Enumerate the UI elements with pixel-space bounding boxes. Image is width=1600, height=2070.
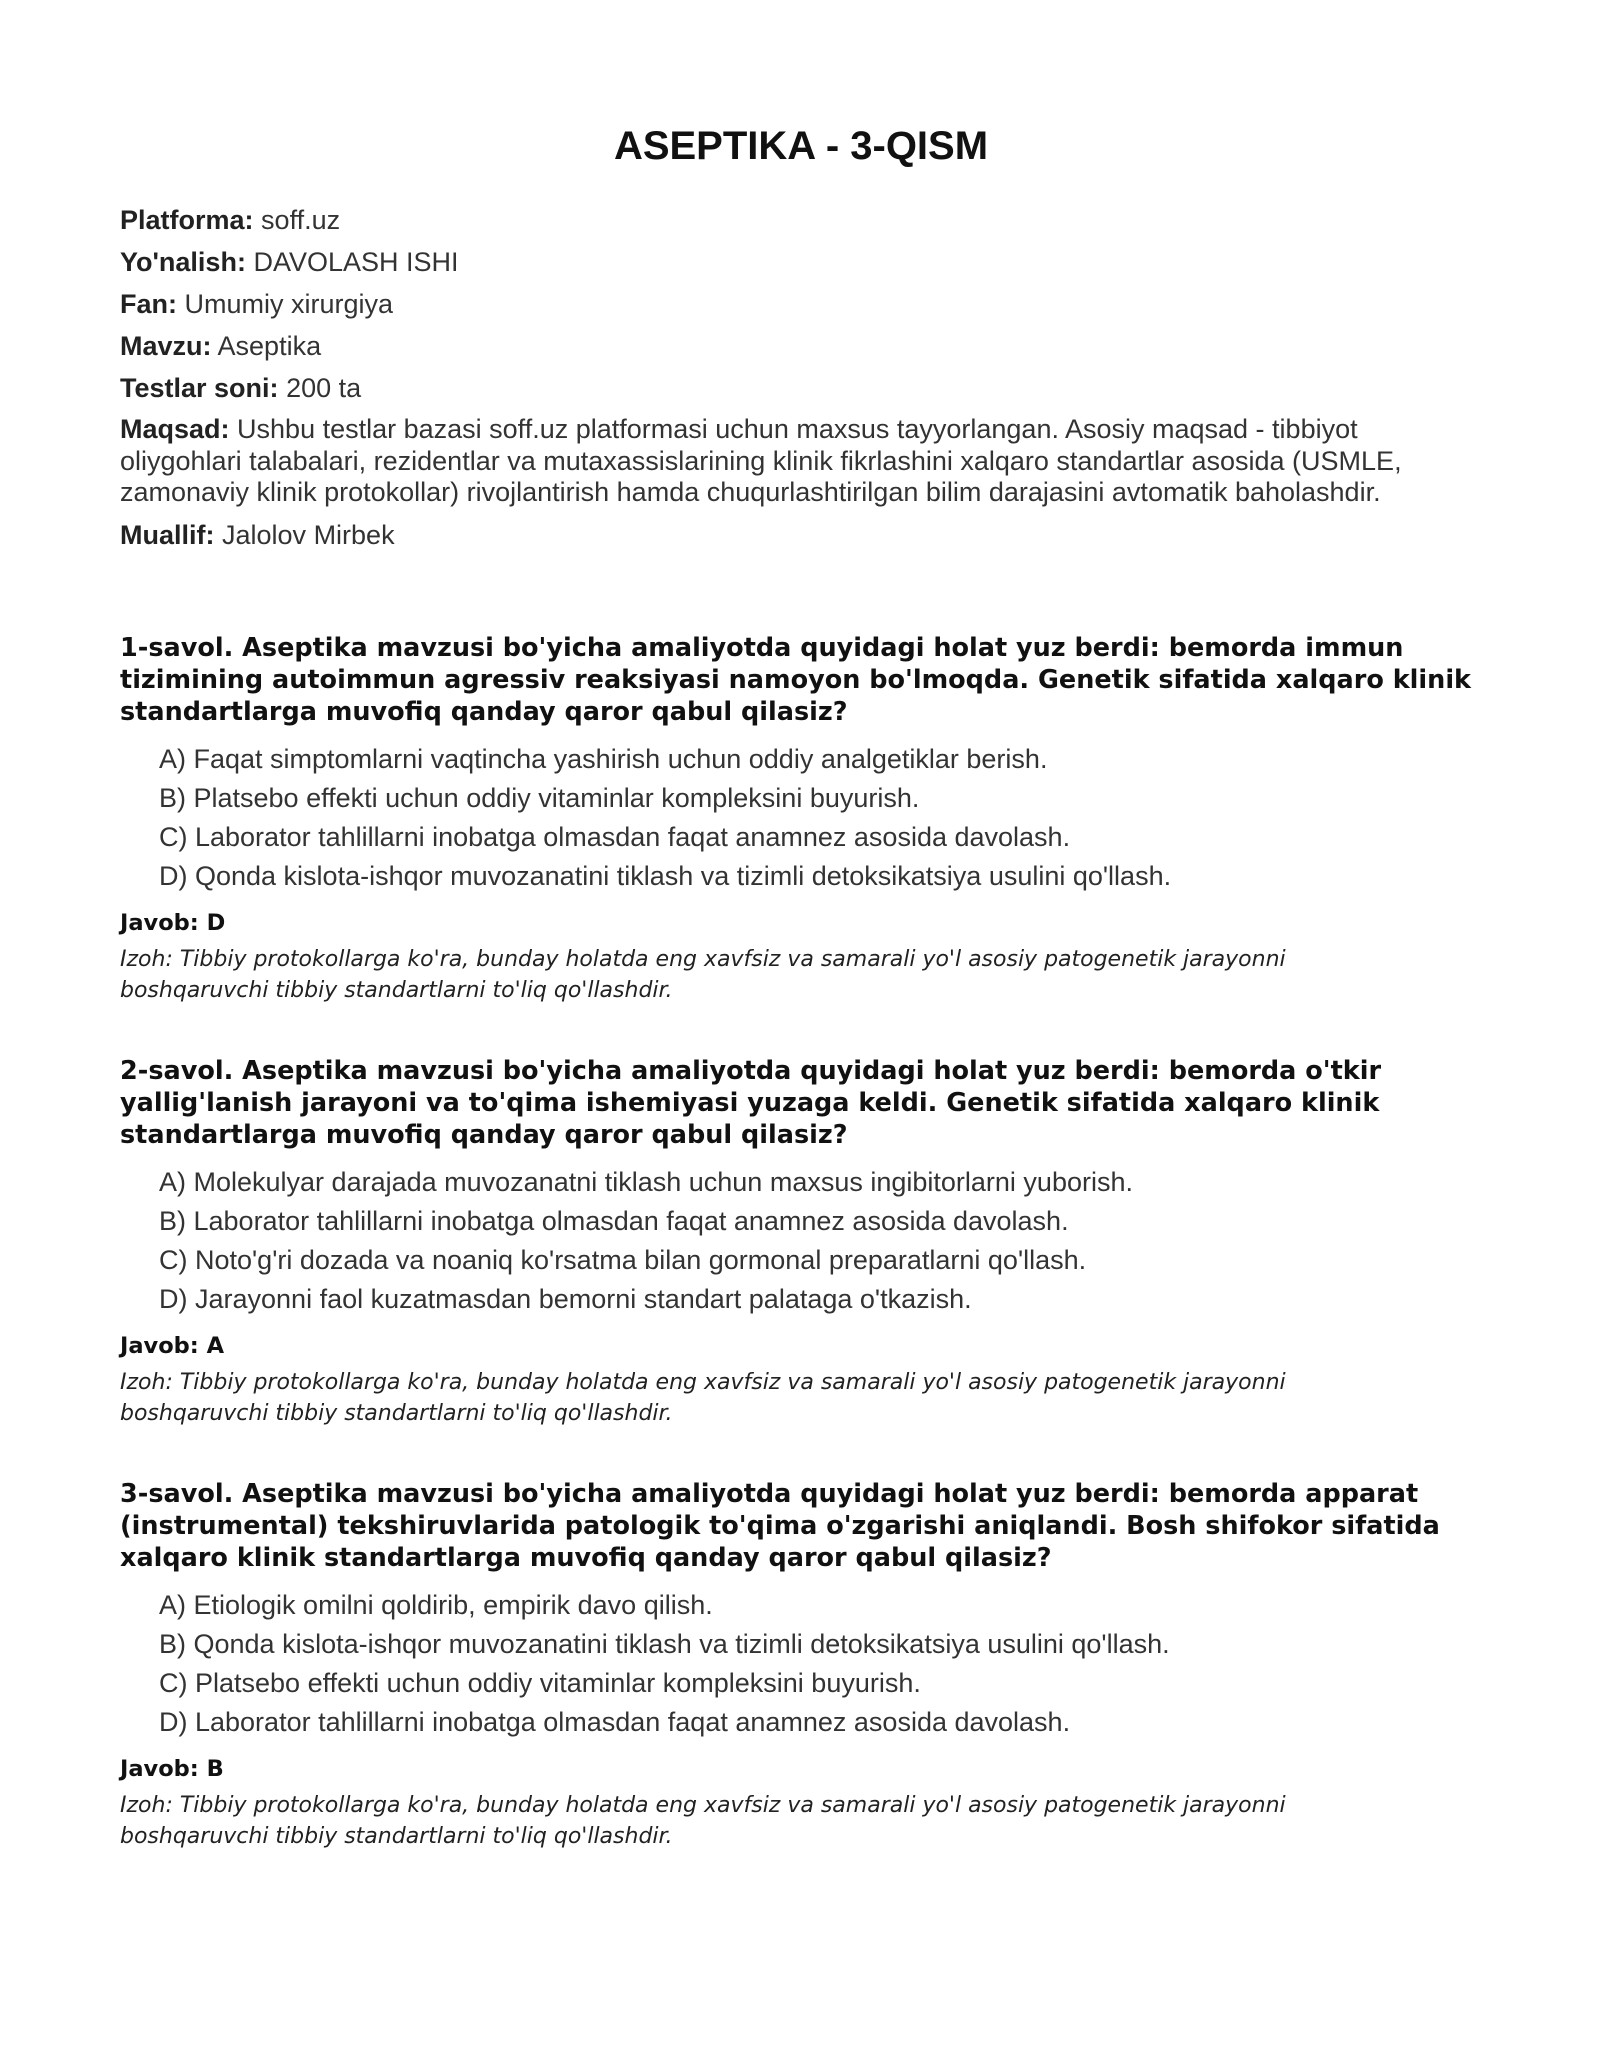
option-a: A) Faqat simptomlarni vaqtincha yashirish uchun oddiy analgetiklar berish. <box>159 743 1048 774</box>
explanation-note: Izoh: Tibbiy protokollarga ko'ra, bunday holatda eng xavfsiz va samarali yo'l asosiy patogenetik jarayonni boshqaruvchi tibbiy standartlarni to'liq qo'llashdir. <box>120 1369 1286 1426</box>
document-metadata <box>120 204 1482 551</box>
answer-options <box>120 740 1482 896</box>
meta-subject-value: Umumiy xirurgiya <box>184 289 394 319</box>
correct-answer: Javob: B <box>120 1755 224 1782</box>
option-b: B) Laborator tahlillarni inobatga olmasdan faqat anamnez asosida davolash. <box>159 1205 1069 1236</box>
meta-author-value: Jalolov Mirbek <box>222 519 395 550</box>
meta-topic-label: Mavzu: <box>120 331 212 361</box>
question-text: 1-savol. Aseptika mavzusi bo'yicha amaliyotda quyidagi holat yuz berdi: bemorda immun tizimining autoimmun agressiv reaksiyasi namoyon bo'lmoqda. Genetik sifatida xalqaro klinik standartlarga muvofiq qanday qaror qabul qilasiz? <box>120 632 1472 727</box>
question-list <box>120 632 1482 1852</box>
answer-options <box>120 1586 1482 1742</box>
meta-direction-label: Yo'nalish: <box>120 247 246 277</box>
option-d: D) Jarayonni faol kuzatmasdan bemorni standart palataga o'tkazish. <box>159 1283 972 1314</box>
meta-test-count-label: Testlar soni: <box>120 373 279 403</box>
meta-subject <box>120 288 1482 320</box>
meta-test-count <box>120 372 1482 404</box>
meta-author <box>120 519 1482 551</box>
meta-test-count-value: 200 ta <box>286 373 362 403</box>
meta-purpose-label: Maqsad: <box>120 414 230 444</box>
option-d: D) Qonda kislota-ishqor muvozanatini tiklash va tizimli detoksikatsiya usulini qo'llash. <box>159 860 1172 891</box>
option-c: C) Laborator tahlillarni inobatga olmasdan faqat anamnez asosida davolash. <box>159 821 1071 852</box>
meta-direction <box>120 246 1482 278</box>
option-b: B) Platsebo effekti uchun oddiy vitaminlar kompleksini buyurish. <box>159 782 920 813</box>
explanation-note: Izoh: Tibbiy protokollarga ko'ra, bunday holatda eng xavfsiz va samarali yo'l asosiy patogenetik jarayonni boshqaruvchi tibbiy standartlarni to'liq qo'llashdir. <box>120 1792 1286 1849</box>
option-b: B) Qonda kislota-ishqor muvozanatini tiklash va tizimli detoksikatsiya usulini qo'llash. <box>159 1628 1170 1659</box>
answer-options <box>120 1163 1482 1319</box>
meta-platform-value: soff.uz <box>261 205 341 235</box>
meta-purpose-value: Ushbu testlar bazasi soff.uz platformasi uchun maxsus tayyorlangan. Asosiy maqsad - tibbiyot oliygohlari talabalari, rezidentlar va mutaxassislarining klinik fikrlashini xalqaro standartlar asosida (USMLE, zamonaviy klinik protokollar) rivojlantirish hamda chuqurlashtirilgan bilim darajasini avtomatik baholashdir. <box>120 414 1402 507</box>
meta-author-label: Muallif: <box>120 519 215 550</box>
option-c: C) Platsebo effekti uchun oddiy vitaminlar kompleksini buyurish. <box>159 1667 921 1698</box>
option-d: D) Laborator tahlillarni inobatga olmasdan faqat anamnez asosida davolash. <box>159 1706 1071 1737</box>
meta-platform <box>120 204 1482 236</box>
question-text: 2-savol. Aseptika mavzusi bo'yicha amaliyotda quyidagi holat yuz berdi: bemorda o'tkir yallig'lanish jarayoni va to'qima ishemiyasi yuzaga keldi. Genetik sifatida xalqaro klinik standartlarga muvofiq qanday qaror qabul qilasiz? <box>120 1055 1382 1150</box>
meta-subject-label: Fan: <box>120 289 177 319</box>
meta-topic <box>120 330 1482 362</box>
question-1 <box>120 632 1482 1006</box>
meta-platform-label: Platforma: <box>120 205 254 235</box>
correct-answer: Javob: D <box>120 909 226 936</box>
question-text: 3-savol. Aseptika mavzusi bo'yicha amaliyotda quyidagi holat yuz berdi: bemorda apparat (instrumental) tekshiruvlarida patologik to'qima o'zgarishi aniqlandi. Bosh shifokor sifatida xalqaro klinik standartlarga muvofiq qanday qaror qabul qilasiz? <box>120 1478 1440 1573</box>
option-a: A) Etiologik omilni qoldirib, empirik davo qilish. <box>159 1589 713 1620</box>
meta-topic-value: Aseptika <box>217 331 322 361</box>
document-title: ASEPTIKA - 3-QISM <box>613 124 989 168</box>
option-a: A) Molekulyar darajada muvozanatni tiklash uchun maxsus ingibitorlarni yuborish. <box>159 1166 1133 1197</box>
meta-direction-value: DAVOLASH ISHI <box>253 247 459 277</box>
correct-answer: Javob: A <box>120 1332 225 1359</box>
question-3 <box>120 1478 1482 1852</box>
meta-purpose <box>120 414 1482 509</box>
question-2 <box>120 1055 1482 1429</box>
option-c: C) Noto'g'ri dozada va noaniq ko'rsatma bilan gormonal preparatlarni qo'llash. <box>159 1244 1087 1275</box>
explanation-note: Izoh: Tibbiy protokollarga ko'ra, bunday holatda eng xavfsiz va samarali yo'l asosiy patogenetik jarayonni boshqaruvchi tibbiy standartlarni to'liq qo'llashdir. <box>120 946 1286 1003</box>
